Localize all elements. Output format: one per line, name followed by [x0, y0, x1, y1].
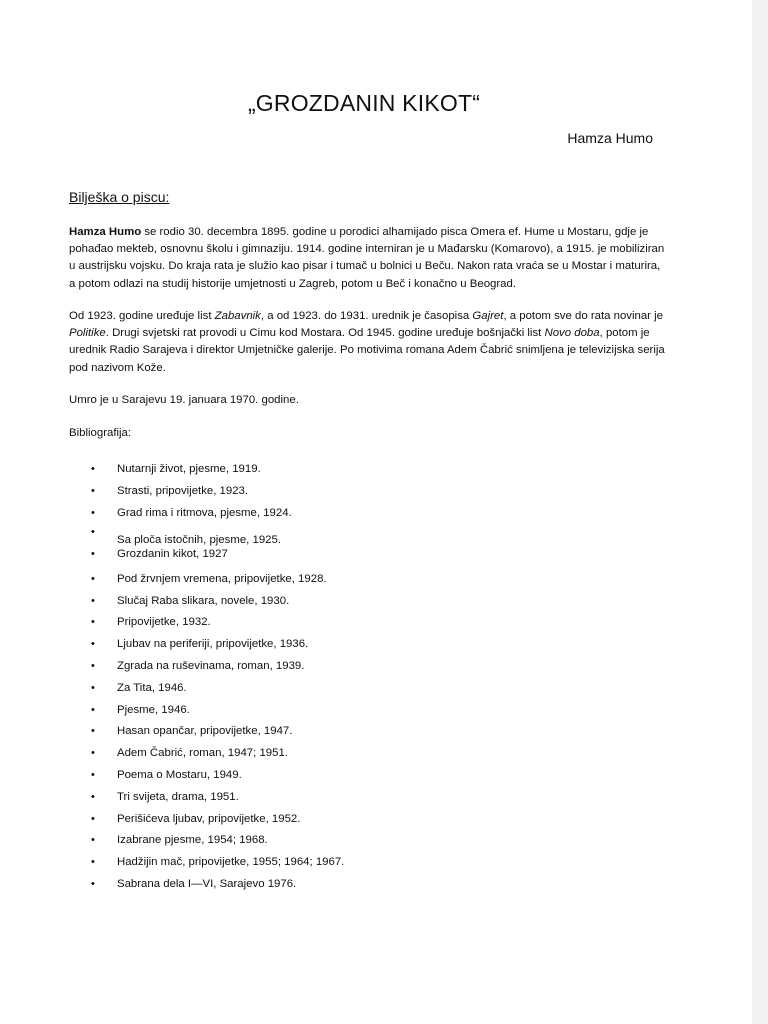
bibliography-item-text: Pjesme, 1946.	[117, 703, 190, 716]
bibliography-item	[69, 721, 344, 743]
bibliography-item	[69, 569, 344, 591]
bibliography-item	[69, 743, 344, 765]
bullet-icon: •	[91, 572, 95, 585]
bullet-icon: •	[91, 812, 95, 825]
bullet-icon: •	[91, 638, 95, 651]
bibliography-item-text: Grad rima i ritmova, pjesme, 1924.	[117, 506, 292, 519]
bibliography-item	[69, 612, 344, 634]
bibliography-item	[69, 830, 344, 852]
paragraph-text: Od 1923. godine uređuje list	[69, 310, 215, 322]
bibliography-item	[69, 481, 344, 503]
bullet-icon: •	[91, 659, 95, 672]
bibliography-item	[69, 547, 344, 568]
bibliography-item	[69, 656, 344, 678]
bibliography-item-text: Hadžijin mač, pripovijetke, 1955; 1964; 1967.	[117, 856, 345, 869]
bullet-icon: •	[91, 790, 95, 803]
bibliography-item	[69, 634, 344, 656]
paragraph-text: , a od 1923. do 1931. urednik je časopisa	[260, 310, 473, 322]
bibliography-item	[69, 809, 344, 831]
paragraph-text: se rodio 30. decembra 1895. godine u porodici alhamijado pisca Omera ef. Hume u Mostaru, gdje je pohađao mekteb, osnovnu školu i gimnaziju. 1914. godine interniran je u Mađarsku (Komarovo), a 1915. je mobiliziran u austrijsku vojsku. Do kraja rata je služio kao pisar i tumač u bolnici u Beču. Nakon rata vraća se u Mostar i maturira, a potom odlazi na studij historije umjetnosti u Zagreb, potom u Beč i konačno u Beograd.	[69, 226, 665, 290]
bibliography-item	[69, 524, 344, 547]
bibliography-item	[69, 874, 344, 896]
bibliography-item	[69, 700, 344, 722]
bibliography-item	[69, 765, 344, 787]
author-name-bold: Hamza Humo	[69, 226, 142, 238]
bullet-icon: •	[91, 834, 95, 847]
paragraph-text: . Drugi svjetski rat provodi u Cimu kod Mostara. Od 1945. godine uređuje bošnjački list	[105, 327, 545, 340]
bibliography-item-text: Ljubav na periferiji, pripovijetke, 1936.	[117, 638, 309, 651]
bibliography-list	[69, 459, 344, 896]
publication-title: Zabavnik	[214, 310, 261, 322]
bibliography-item-text: Sa ploča istočnih, pjesme, 1925.	[117, 534, 281, 547]
bullet-icon: •	[91, 548, 95, 561]
publication-title: Gajret	[472, 310, 504, 322]
bibliography-item-text: Pod žrvnjem vremena, pripovijetke, 1928.	[117, 572, 327, 585]
bullet-icon: •	[91, 768, 95, 781]
bibliography-item-text: Adem Čabrić, roman, 1947; 1951.	[117, 747, 288, 760]
bibliography-item-text: Nutarnji život, pjesme, 1919.	[117, 463, 261, 475]
bullet-icon: •	[91, 877, 95, 890]
publication-title: Politike	[69, 327, 106, 340]
bibliography-item	[69, 459, 344, 481]
bibliography-item-text: Sabrana dela I—VI, Sarajevo 1976.	[117, 877, 297, 890]
bullet-icon: •	[91, 484, 95, 497]
bibliography-item	[69, 852, 344, 874]
paragraph-text: , potom je urednik Radio Sarajeva i direktor Umjetničke galerije. Po motivima romana Adem Čabrić snimljena je televizijska serija pod nazivom Kože.	[69, 327, 665, 374]
document-title: „GROZDANIN KIKOT“	[247, 90, 481, 116]
death-paragraph: Umro je u Sarajevu 19. januara 1970. godine.	[69, 394, 299, 406]
bibliography-item	[69, 787, 344, 809]
paragraph-text: , a potom sve do rata novinar je	[503, 310, 663, 322]
biography-paragraph-2	[69, 308, 669, 377]
bibliography-item-text: Za Tita, 1946.	[117, 681, 187, 694]
bibliography-item-text: Strasti, pripovijetke, 1923.	[117, 484, 249, 497]
author-name: Hamza Humo	[567, 130, 653, 146]
bibliography-item	[69, 678, 344, 700]
page-gutter	[752, 0, 768, 1024]
bibliography-item-text: Perišićeva ljubav, pripovijetke, 1952.	[117, 812, 301, 825]
bibliography-item-text: Pripovijetke, 1932.	[117, 616, 211, 629]
biography-paragraph-1	[69, 224, 669, 293]
bullet-icon: •	[91, 856, 95, 869]
bibliography-item	[69, 503, 344, 525]
bullet-icon: •	[91, 594, 95, 607]
bullet-icon: •	[91, 725, 95, 738]
bibliography-item-text: Grozdanin kikot, 1927	[117, 548, 228, 561]
section-heading: Bilješka o piscu:	[69, 189, 170, 205]
bibliography-item	[69, 591, 344, 613]
publication-title: Novo doba	[544, 327, 600, 340]
bibliography-label: Bibliografija:	[69, 427, 132, 439]
bullet-icon: •	[91, 681, 95, 694]
bibliography-item-text: Tri svijeta, drama, 1951.	[117, 790, 239, 803]
bullet-icon: •	[91, 506, 95, 519]
bibliography-item-text: Izabrane pjesme, 1954; 1968.	[117, 834, 268, 847]
bibliography-item-text: Zgrada na ruševinama, roman, 1939.	[117, 659, 305, 672]
bullet-icon: •	[91, 463, 95, 475]
bibliography-item-text: Poema o Mostaru, 1949.	[117, 768, 242, 781]
bibliography-item-text: Slučaj Raba slikara, novele, 1930.	[117, 594, 290, 607]
bibliography-item-text: Hasan opančar, pripovijetke, 1947.	[117, 725, 293, 738]
bullet-icon: •	[91, 703, 95, 716]
bullet-icon: •	[91, 747, 95, 760]
bullet-icon: •	[91, 616, 95, 629]
bullet-icon: •	[91, 526, 95, 539]
